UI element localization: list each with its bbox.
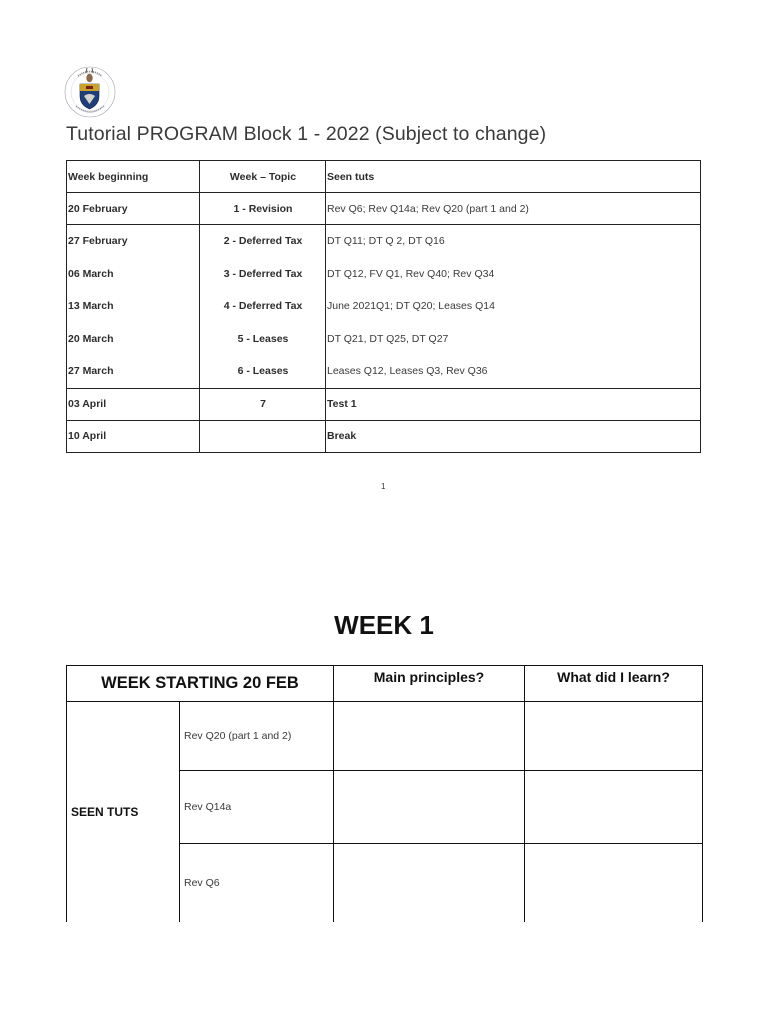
week1-reflection-table	[66, 665, 703, 922]
seen-tuts-cell: DT Q11; DT Q 2, DT Q16	[326, 225, 701, 258]
week-beginning-cell: 13 March	[67, 290, 200, 323]
header-main-principles: Main principles?	[334, 666, 525, 702]
seen-tuts-cell: Break	[326, 420, 701, 452]
table-row	[67, 388, 701, 420]
seen-tuts-cell: DT Q21, DT Q25, DT Q27	[326, 323, 701, 356]
table-row	[67, 290, 701, 323]
main-principles-cell[interactable]	[334, 771, 525, 844]
tutorial-program-table	[66, 160, 701, 453]
table-row	[67, 258, 701, 291]
what-did-i-learn-cell[interactable]	[525, 844, 703, 923]
what-did-i-learn-cell[interactable]	[525, 771, 703, 844]
tut-cell: Rev Q6	[180, 844, 334, 923]
seen-tuts-cell: Rev Q6; Rev Q14a; Rev Q20 (part 1 and 2)	[326, 193, 701, 225]
week-topic-cell: 2 - Deferred Tax	[200, 225, 326, 258]
week-beginning-cell: 20 February	[67, 193, 200, 225]
tut-cell: Rev Q20 (part 1 and 2)	[180, 702, 334, 771]
seen-tuts-cell: Leases Q12, Leases Q3, Rev Q36	[326, 355, 701, 388]
header-week-beginning: Week beginning	[67, 161, 200, 193]
what-did-i-learn-cell[interactable]	[525, 702, 703, 771]
week-beginning-cell: 10 April	[67, 420, 200, 452]
table-row	[67, 323, 701, 356]
week-topic-cell: 4 - Deferred Tax	[200, 290, 326, 323]
seen-tuts-cell: Test 1	[326, 388, 701, 420]
tut-cell: Rev Q14a	[180, 771, 334, 844]
main-principles-cell[interactable]	[334, 844, 525, 923]
seen-tuts-cell: June 2021Q1; DT Q20; Leases Q14	[326, 290, 701, 323]
week-topic-cell: 3 - Deferred Tax	[200, 258, 326, 291]
header-week-starting: WEEK STARTING 20 FEB	[67, 666, 334, 702]
main-principles-cell[interactable]	[334, 702, 525, 771]
week-heading: WEEK 1	[334, 610, 434, 640]
week-topic-cell	[200, 420, 326, 452]
table-row	[67, 355, 701, 388]
week-beginning-cell: 20 March	[67, 323, 200, 356]
week-beginning-cell: 03 April	[67, 388, 200, 420]
table-row	[67, 225, 701, 258]
header-week-topic: Week – Topic	[200, 161, 326, 193]
week-topic-cell: 5 - Leases	[200, 323, 326, 356]
header-seen-tuts: Seen tuts	[326, 161, 701, 193]
seen-tuts-cell: DT Q12, FV Q1, Rev Q40; Rev Q34	[326, 258, 701, 291]
seen-tuts-label: SEEN TUTS	[67, 702, 180, 923]
week-topic-cell: 6 - Leases	[200, 355, 326, 388]
week-topic-cell: 1 - Revision	[200, 193, 326, 225]
document-title: Tutorial PROGRAM Block 1 - 2022 (Subject to change)	[66, 123, 547, 145]
table-row	[67, 702, 703, 771]
table-row	[67, 420, 701, 452]
table-header-row	[67, 666, 703, 702]
header-what-did-i-learn: What did I learn?	[525, 666, 703, 702]
page-number: 1	[381, 482, 386, 491]
week-beginning-cell: 27 March	[67, 355, 200, 388]
table-header-row	[67, 161, 701, 193]
week-topic-cell: 7	[200, 388, 326, 420]
university-crest-icon	[62, 64, 118, 124]
table-row	[67, 193, 701, 225]
week-beginning-cell: 06 March	[67, 258, 200, 291]
week-beginning-cell: 27 February	[67, 225, 200, 258]
